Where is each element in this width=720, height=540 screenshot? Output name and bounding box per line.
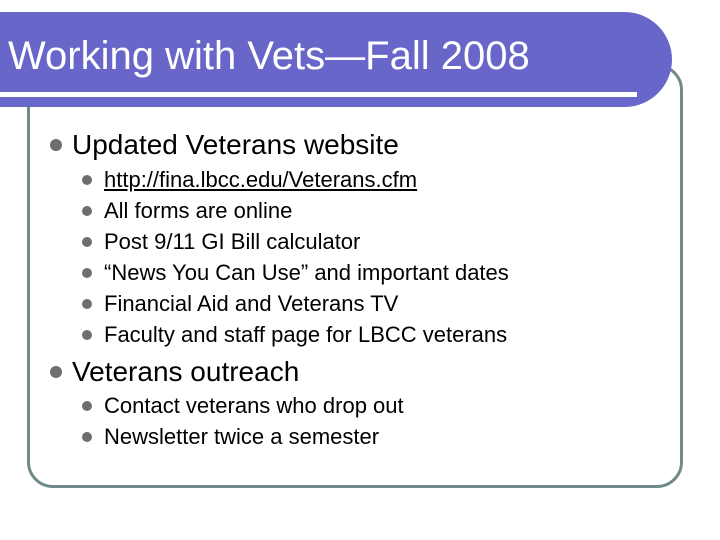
list-item: Faculty and staff page for LBCC veterans (104, 322, 508, 347)
list-item: “News You Can Use” and important dates (104, 260, 509, 285)
title-underline (0, 92, 637, 97)
bullet-icon (82, 206, 92, 216)
bullet-icon (82, 401, 92, 411)
bullet-icon (82, 299, 92, 309)
bullet-icon (82, 330, 92, 340)
section-heading-outreach: Veterans outreach (72, 356, 300, 387)
bullet-icon (82, 175, 92, 185)
bullet-icon (82, 237, 92, 247)
website-url[interactable]: http://fina.lbcc.edu/Veterans.cfm (104, 167, 418, 192)
bullet-icon (82, 268, 92, 278)
list-item: Contact veterans who drop out (104, 393, 404, 418)
section-heading-website: Updated Veterans website (72, 129, 399, 160)
list-item: Newsletter twice a semester (104, 424, 380, 449)
bullet-icon (82, 432, 92, 442)
bullet-icon (50, 366, 62, 378)
bullet-icon (50, 139, 62, 151)
list-item: Post 9/11 GI Bill calculator (104, 229, 361, 254)
list-item: All forms are online (104, 198, 293, 223)
website-link[interactable] (104, 167, 417, 193)
list-item: Financial Aid and Veterans TV (104, 291, 399, 316)
slide-title: Working with Vets—Fall 2008 (8, 34, 530, 78)
